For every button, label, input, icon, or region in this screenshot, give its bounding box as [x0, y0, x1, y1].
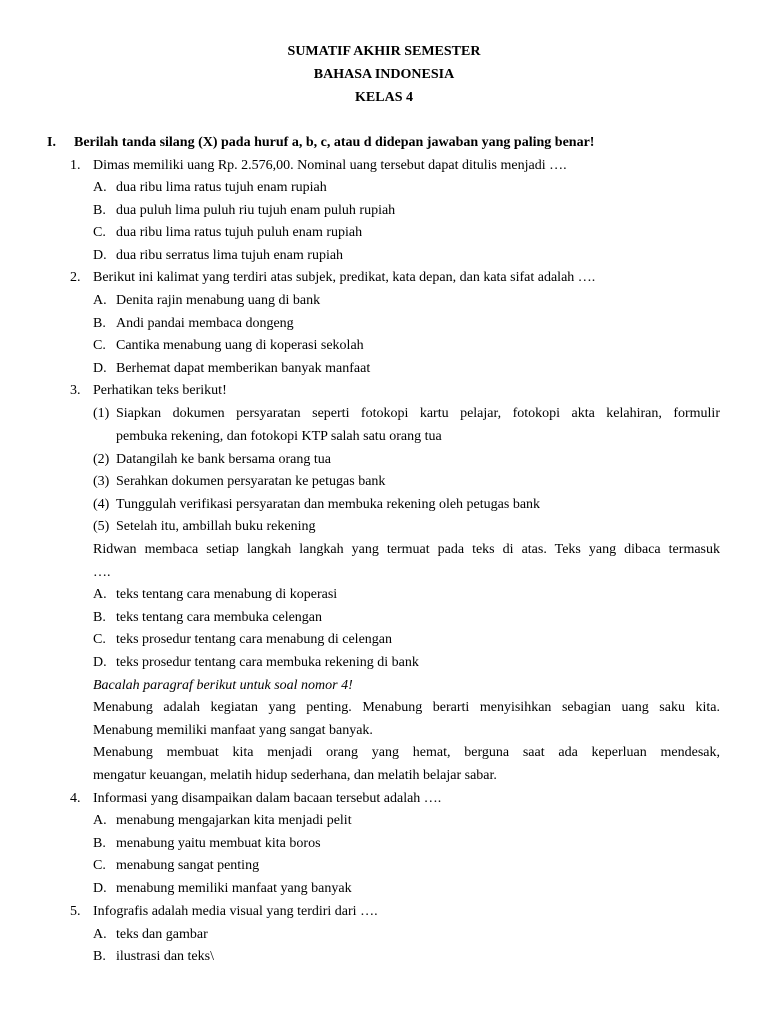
step-number: (1) [93, 406, 110, 421]
option-letter: B. [93, 836, 106, 851]
question-number-5: 5. [70, 904, 81, 919]
option-text: teks tentang cara menabung di koperasi [116, 587, 338, 602]
option-letter: D. [93, 248, 107, 263]
step-number: (5) [93, 519, 110, 534]
section-instruction: Berilah tanda silang (X) pada huruf a, b, c, atau d didepan jawaban yang paling benar! [74, 135, 595, 150]
document-title: SUMATIF AKHIR SEMESTER [287, 44, 481, 59]
option-text: Denita rajin menabung uang di bank [116, 293, 321, 308]
section-number: I. [47, 135, 56, 150]
option-text: Berhemat dapat memberikan banyak manfaat [116, 361, 371, 376]
option-text: teks prosedur tentang cara membuka rekening di bank [116, 655, 419, 670]
option-text: teks tentang cara membuka celengan [116, 610, 323, 625]
step-text: Datangilah ke bank bersama orang tua [116, 452, 331, 467]
step-text-continued: pembuka rekening, dan fotokopi KTP salah satu orang tua [116, 429, 442, 444]
option-letter: B. [93, 949, 106, 964]
question-text-1: Dimas memiliki uang Rp. 2.576,00. Nominal uang tersebut dapat ditulis menjadi …. [93, 158, 567, 173]
step-number: (3) [93, 474, 110, 489]
option-letter: C. [93, 225, 106, 240]
option-text: dua ribu lima ratus tujuh enam rupiah [116, 180, 327, 195]
passage-paragraph-1-continued: Menabung memiliki manfaat yang sangat banyak. [93, 723, 373, 738]
option-text: Andi pandai membaca dongeng [116, 316, 294, 331]
passage-paragraph-2: Menabung membuat kita menjadi orang yang hemat, berguna saat ada keperluan mendesak, [93, 745, 720, 760]
option-letter: A. [93, 813, 107, 828]
document-subject: BAHASA INDONESIA [313, 67, 455, 82]
option-letter: A. [93, 180, 107, 195]
question-prompt-3-continued: …. [93, 565, 111, 580]
option-letter: C. [93, 858, 106, 873]
question-text-5: Infografis adalah media visual yang terdiri dari …. [93, 904, 378, 919]
question-text-2: Berikut ini kalimat yang terdiri atas subjek, predikat, kata depan, dan kata sifat adalah …. [93, 270, 596, 285]
option-letter: D. [93, 361, 107, 376]
question-number-1: 1. [70, 158, 81, 173]
option-text: dua ribu lima ratus tujuh puluh enam rupiah [116, 225, 363, 240]
option-text: teks prosedur tentang cara menabung di celengan [116, 632, 393, 647]
step-text: Tunggulah verifikasi persyaratan dan membuka rekening oleh petugas bank [116, 497, 541, 512]
option-text: menabung mengajarkan kita menjadi pelit [116, 813, 352, 828]
option-letter: D. [93, 655, 107, 670]
question-prompt-3: Ridwan membaca setiap langkah langkah yang termuat pada teks di atas. Teks yang dibaca termasuk [93, 542, 720, 557]
question-number-4: 4. [70, 791, 81, 806]
option-text: dua ribu serratus lima tujuh enam rupiah [116, 248, 344, 263]
option-letter: C. [93, 338, 106, 353]
option-letter: A. [93, 927, 107, 942]
option-text: ilustrasi dan teks\ [116, 949, 214, 964]
option-letter: B. [93, 203, 106, 218]
option-text: menabung memiliki manfaat yang banyak [116, 881, 352, 896]
passage-paragraph-2-continued: mengatur keuangan, melatih hidup sederhana, dan melatih belajar sabar. [93, 768, 497, 783]
passage-instruction: Bacalah paragraf berikut untuk soal nomor 4! [93, 678, 353, 693]
question-text-3: Perhatikan teks berikut! [93, 383, 227, 398]
step-text: Siapkan dokumen persyaratan seperti fotokopi kartu pelajar, fotokopi akta kelahiran, formulir [116, 406, 720, 421]
question-number-2: 2. [70, 270, 81, 285]
option-text: dua puluh lima puluh riu tujuh enam puluh rupiah [116, 203, 396, 218]
option-letter: B. [93, 610, 106, 625]
step-text: Setelah itu, ambillah buku rekening [116, 519, 316, 534]
step-number: (4) [93, 497, 110, 512]
passage-paragraph-1: Menabung adalah kegiatan yang penting. Menabung berarti menyisihkan sebagian uang saku kita. [93, 700, 720, 715]
option-letter: A. [93, 293, 107, 308]
option-text: Cantika menabung uang di koperasi sekolah [116, 338, 364, 353]
option-letter: D. [93, 881, 107, 896]
step-number: (2) [93, 452, 110, 467]
option-letter: B. [93, 316, 106, 331]
document-grade: KELAS 4 [355, 90, 413, 105]
question-text-4: Informasi yang disampaikan dalam bacaan tersebut adalah …. [93, 791, 442, 806]
option-text: menabung sangat penting [116, 858, 260, 873]
option-text: teks dan gambar [116, 927, 208, 942]
step-text: Serahkan dokumen persyaratan ke petugas bank [116, 474, 386, 489]
question-number-3: 3. [70, 383, 81, 398]
option-letter: C. [93, 632, 106, 647]
option-text: menabung yaitu membuat kita boros [116, 836, 321, 851]
option-letter: A. [93, 587, 107, 602]
